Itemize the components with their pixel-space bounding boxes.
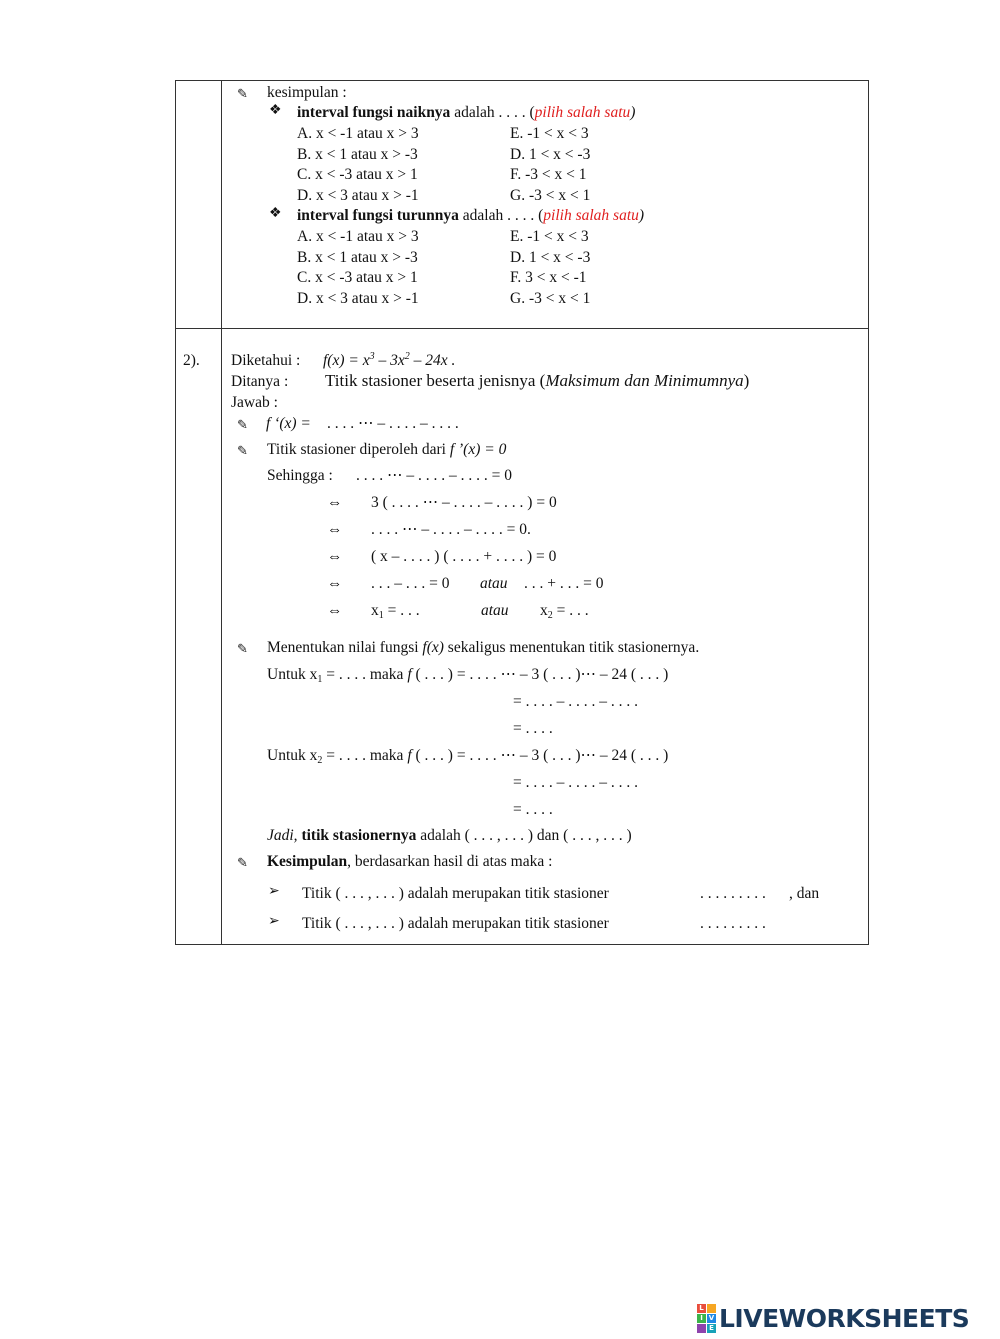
step-3[interactable]: ( x – . . . . ) ( . . . . + . . . . ) = 0 [371,548,557,565]
arrow-bullet-icon: ➢ [268,884,280,899]
jawab-label: Jawab : [231,394,278,411]
naik-option[interactable]: D. 1 < x < -3 [510,146,591,163]
kesimpulan-label: kesimpulan : [267,84,347,101]
turun-option[interactable]: D. 1 < x < -3 [510,249,591,266]
untuk-x1-line3[interactable]: = . . . . [513,720,553,737]
liveworksheets-logo-mark [697,1304,716,1333]
logo-tile: V [708,1313,715,1322]
liveworksheets-logo [697,1303,969,1333]
diamond-bullet-icon: ❖ [269,103,282,118]
untuk-x2-line3[interactable]: = . . . . [513,801,553,818]
titik-blank-2[interactable]: . . . . . . . . . [700,915,766,932]
step-5-x1[interactable]: $x_1$ = . . . [371,602,420,621]
logo-tile: E [707,1324,716,1333]
ditanya-text: Titik stasioner beserta jenisnya (Maksimum dan Minimumnya) [325,371,750,390]
pencil-icon: ✎ [237,641,248,656]
diketahui-label: Diketahui : [231,352,301,369]
step-5-x2[interactable]: $x_2$ = . . . [540,602,589,621]
titik-line-2: Titik ( . . . , . . . ) adalah merupakan titik stasioner [302,915,609,932]
derivative-blanks[interactable]: . . . . ⋯ – . . . . – . . . . [327,415,459,432]
table-row-divider [175,328,869,329]
table-column-divider [221,80,222,945]
ditanya-label: Ditanya : [231,373,289,390]
turun-option[interactable]: D. x < 3 atau x > -1 [297,290,419,307]
equivalence-icon: ⇔ [327,494,343,511]
equivalence-icon: ⇔ [327,521,343,538]
titik-line-1: Titik ( . . . , . . . ) adalah merupakan titik stasioner [302,885,609,902]
naik-option[interactable]: B. x < 1 atau x > -3 [297,146,418,163]
titik-end-1: , dan [789,885,820,902]
naik-option[interactable]: E. -1 < x < 3 [510,125,589,142]
jadi-line[interactable]: Jadi, titik stasionernya adalah ( . . . , . . . ) dan ( . . . , . . . ) [267,827,632,844]
kesimpulan-line: Kesimpulan, berdasarkan hasil di atas maka : [267,853,553,870]
untuk-x2-line[interactable]: Untuk $x_2$ = . . . . maka f ( . . . ) = . . . . ⋯ – 3 ( . . . )⋯ – 24 ( . . . ) [267,747,669,766]
naik-heading: interval fungsi naiknya adalah . . . . (pilih salah satu) [297,104,636,121]
untuk-x1-line2[interactable]: = . . . . – . . . . – . . . . [513,693,638,710]
logo-tile [697,1324,706,1333]
sehingga-expression[interactable]: . . . . ⋯ – . . . . – . . . . = 0 [356,467,512,484]
pencil-icon: ✎ [237,86,248,101]
equivalence-icon: ⇔ [327,548,343,565]
turun-option[interactable]: F. 3 < x < -1 [510,269,587,286]
pencil-icon: ✎ [237,443,248,458]
turun-option[interactable]: E. -1 < x < 3 [510,228,589,245]
logo-tile: L [697,1304,706,1313]
step-5-atau: atau [481,602,509,619]
step-4-right[interactable]: . . . + . . . = 0 [524,575,604,592]
logo-tile [707,1304,716,1313]
pencil-icon: ✎ [237,417,248,432]
step-1[interactable]: 3 ( . . . . ⋯ – . . . . – . . . . ) = 0 [371,494,557,511]
arrow-bullet-icon: ➢ [268,914,280,929]
diamond-bullet-icon: ❖ [269,206,282,221]
untuk-x2-line2[interactable]: = . . . . – . . . . – . . . . [513,774,638,791]
turun-heading: interval fungsi turunnya adalah . . . . (pilih salah satu) [297,207,645,224]
step-4-left[interactable]: . . . – . . . = 0 [371,575,450,592]
turun-option[interactable]: C. x < -3 atau x > 1 [297,269,418,286]
turun-option[interactable]: G. -3 < x < 1 [510,290,591,307]
naik-option[interactable]: D. x < 3 atau x > -1 [297,187,419,204]
step-2[interactable]: . . . . ⋯ – . . . . – . . . . = 0. [371,521,531,538]
question-number: 2). [183,352,200,369]
titik-blank-1[interactable]: . . . . . . . . . [700,885,766,902]
naik-option[interactable]: F. -3 < x < 1 [510,166,587,183]
equivalence-icon: ⇔ [327,602,343,619]
derivative-label: f ‘(x) = [266,415,311,432]
turun-option[interactable]: B. x < 1 atau x > -3 [297,249,418,266]
given-function: $f(x) = x^3 - 3x^2 - 24x$ . [323,351,456,369]
naik-option[interactable]: A. x < -1 atau x > 3 [297,125,419,142]
equivalence-icon: ⇔ [327,575,343,592]
logo-tile: I [697,1314,706,1323]
turun-option[interactable]: A. x < -1 atau x > 3 [297,228,419,245]
step-4-atau: atau [480,575,508,592]
untuk-x1-line[interactable]: Untuk $x_1$ = . . . . maka f ( . . . ) = . . . . ⋯ – 3 ( . . . )⋯ – 24 ( . . . ) [267,666,669,685]
naik-option[interactable]: C. x < -3 atau x > 1 [297,166,418,183]
sehingga-label: Sehingga : [267,467,333,484]
stasioner-line: Titik stasioner diperoleh dari f ’(x) = 0 [267,441,507,458]
liveworksheets-wordmark: LIVEWORKSHEETS [719,1303,970,1333]
menentukan-line: Menentukan nilai fungsi f(x) sekaligus menentukan titik stasionernya. [267,639,700,656]
pencil-icon: ✎ [237,855,248,870]
naik-option[interactable]: G. -3 < x < 1 [510,187,591,204]
